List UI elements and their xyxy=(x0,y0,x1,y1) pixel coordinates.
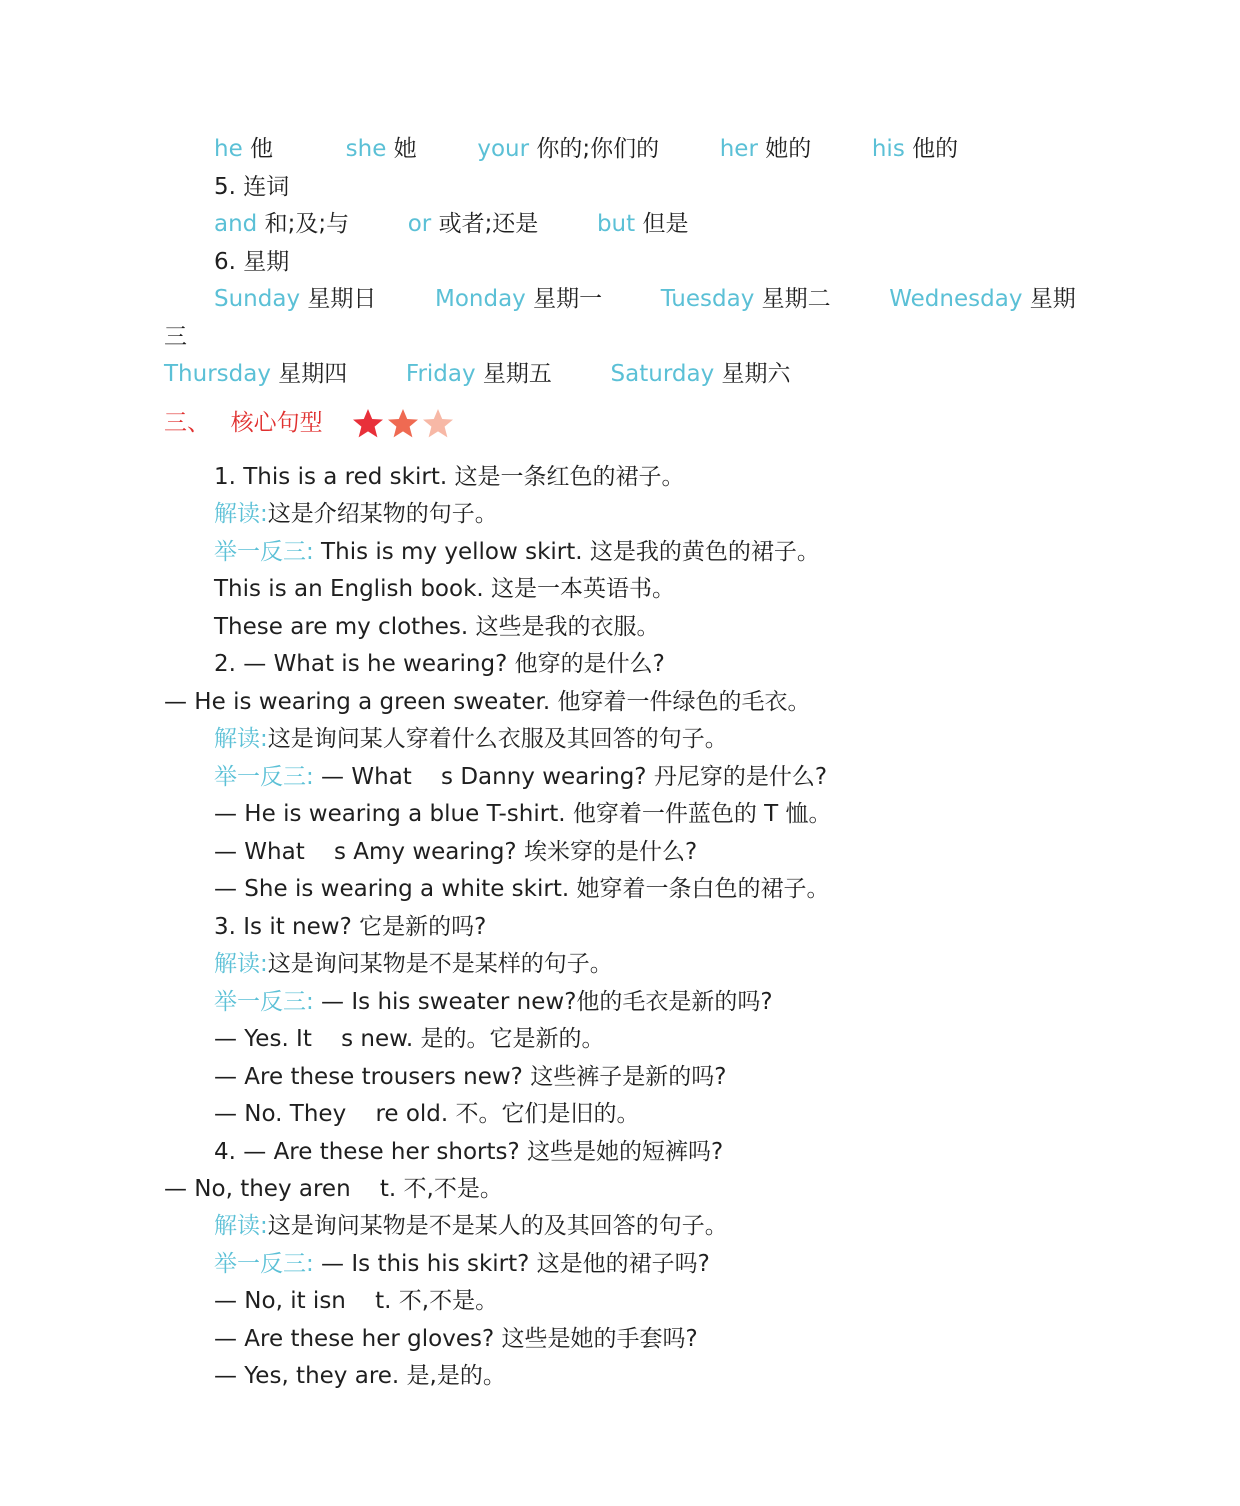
weekday-en: Thursday xyxy=(164,361,271,387)
practice-line: — Are these trousers new? 这些裤子是新的吗? xyxy=(214,1064,727,1090)
practice-text: This is my yellow skirt. 这是我的黄色的裙子。 xyxy=(313,539,820,565)
sentence-4-answer: — No, they aren t. 不,不是。 xyxy=(164,1176,503,1202)
practice-line: — He is wearing a blue T-shirt. 他穿着一件蓝色的 T 恤。 xyxy=(214,801,832,827)
sentence-1-practice xyxy=(214,537,820,567)
sentence-2: 2. — What is he wearing? 他穿的是什么? xyxy=(214,651,665,677)
weekday-en: Wednesday xyxy=(889,286,1023,312)
weekday-en: Saturday xyxy=(610,361,715,387)
weekday-en: Friday xyxy=(405,361,476,387)
weekday-zh: 星期日 xyxy=(307,286,377,312)
pronoun-zh: 她 xyxy=(393,136,417,162)
conjunction-en: or xyxy=(407,211,432,237)
explain-text: 这是询问某物是不是某样的句子。 xyxy=(267,951,613,977)
sentence-2-explain xyxy=(214,724,728,754)
explain-label: 解读: xyxy=(214,1213,268,1239)
practice-label: 举一反三: xyxy=(214,989,314,1015)
sentence-2-practice xyxy=(214,762,827,792)
weekday-en: Tuesday xyxy=(660,286,755,312)
sentence-1: 1. This is a red skirt. 这是一条红色的裙子。 xyxy=(214,464,685,490)
practice-line: These are my clothes. 这些是我的衣服。 xyxy=(214,614,660,640)
weekday-zh: 星期 xyxy=(1029,286,1076,312)
weekday-en: Sunday xyxy=(214,286,301,312)
sentence-2-answer: — He is wearing a green sweater. 他穿着一件绿色的毛衣。 xyxy=(164,689,811,715)
section-title: 核心句型 xyxy=(230,410,323,436)
explain-text: 这是介绍某物的句子。 xyxy=(267,501,498,527)
practice-label: 举一反三: xyxy=(214,1251,314,1277)
explain-label: 解读: xyxy=(214,501,268,527)
practice-label: 举一反三: xyxy=(214,539,314,565)
weekdays-row-2 xyxy=(164,359,791,389)
practice-text: — What s Danny wearing? 丹尼穿的是什么? xyxy=(313,764,828,790)
star-icon xyxy=(353,409,383,437)
pronoun-en: your xyxy=(477,136,530,162)
weekday-zh: 星期二 xyxy=(761,286,831,312)
practice-line: — Yes, they are. 是,是的。 xyxy=(214,1363,506,1389)
practice-line: — No, it isn t. 不,不是。 xyxy=(214,1288,499,1314)
weekday-wrap-text: 三 xyxy=(164,324,187,350)
difficulty-stars xyxy=(352,406,456,441)
weekday-zh: 星期四 xyxy=(278,361,348,387)
conjunctions-heading: 5. 连词 xyxy=(214,174,290,200)
pronoun-zh: 你的;你们的 xyxy=(536,136,660,162)
practice-line: — Yes. It s new. 是的。它是新的。 xyxy=(214,1026,605,1052)
weekday-en: Monday xyxy=(435,286,526,312)
weekday-zh: 星期一 xyxy=(533,286,603,312)
section-number: 三、 xyxy=(164,410,210,436)
practice-label: 举一反三: xyxy=(214,764,314,790)
section-heading xyxy=(164,406,456,440)
practice-text: — Is this his skirt? 这是他的裙子吗? xyxy=(313,1251,710,1277)
star-icon xyxy=(388,409,418,437)
pronoun-en: he xyxy=(214,136,243,162)
sentence-3-practice xyxy=(214,987,773,1017)
pronoun-zh: 他的 xyxy=(912,136,959,162)
explain-text: 这是询问某物是不是某人的及其回答的句子。 xyxy=(267,1213,728,1239)
practice-line: — No. They re old. 不。它们是旧的。 xyxy=(214,1101,640,1127)
conjunction-en: but xyxy=(596,211,636,237)
sentence-3: 3. Is it new? 它是新的吗? xyxy=(214,914,487,940)
pronoun-en: she xyxy=(345,136,387,162)
explain-label: 解读: xyxy=(214,951,268,977)
weekday-zh: 星期五 xyxy=(482,361,552,387)
pronouns-row xyxy=(214,134,958,164)
practice-text: — Is his sweater new?他的毛衣是新的吗? xyxy=(313,989,773,1015)
practice-line: This is an English book. 这是一本英语书。 xyxy=(214,576,676,602)
sentence-1-explain xyxy=(214,499,498,529)
sentence-4-explain xyxy=(214,1211,728,1241)
star-icon xyxy=(423,409,453,437)
conjunctions-row xyxy=(214,209,688,239)
weekdays-heading: 6. 星期 xyxy=(214,249,290,275)
pronoun-en: her xyxy=(719,136,758,162)
conjunction-en: and xyxy=(214,211,258,237)
practice-line: — Are these her gloves? 这些是她的手套吗? xyxy=(214,1326,698,1352)
practice-line: — What s Amy wearing? 埃米穿的是什么? xyxy=(214,839,698,865)
explain-label: 解读: xyxy=(214,726,268,752)
pronoun-zh: 他 xyxy=(250,136,274,162)
weekday-zh: 星期六 xyxy=(721,361,791,387)
weekdays-row-1 xyxy=(214,284,1076,314)
practice-line: — She is wearing a white skirt. 她穿着一条白色的裙子。 xyxy=(214,876,830,902)
conjunction-zh: 或者;还是 xyxy=(438,211,539,237)
conjunction-zh: 和;及;与 xyxy=(264,211,350,237)
sentence-3-explain xyxy=(214,949,613,979)
star-rating-icon xyxy=(352,407,456,441)
conjunction-zh: 但是 xyxy=(642,211,689,237)
pronoun-en: his xyxy=(871,136,905,162)
pronoun-zh: 她的 xyxy=(765,136,812,162)
sentence-4: 4. — Are these her shorts? 这些是她的短裤吗? xyxy=(214,1139,724,1165)
explain-text: 这是询问某人穿着什么衣服及其回答的句子。 xyxy=(267,726,728,752)
sentence-4-practice xyxy=(214,1249,710,1279)
